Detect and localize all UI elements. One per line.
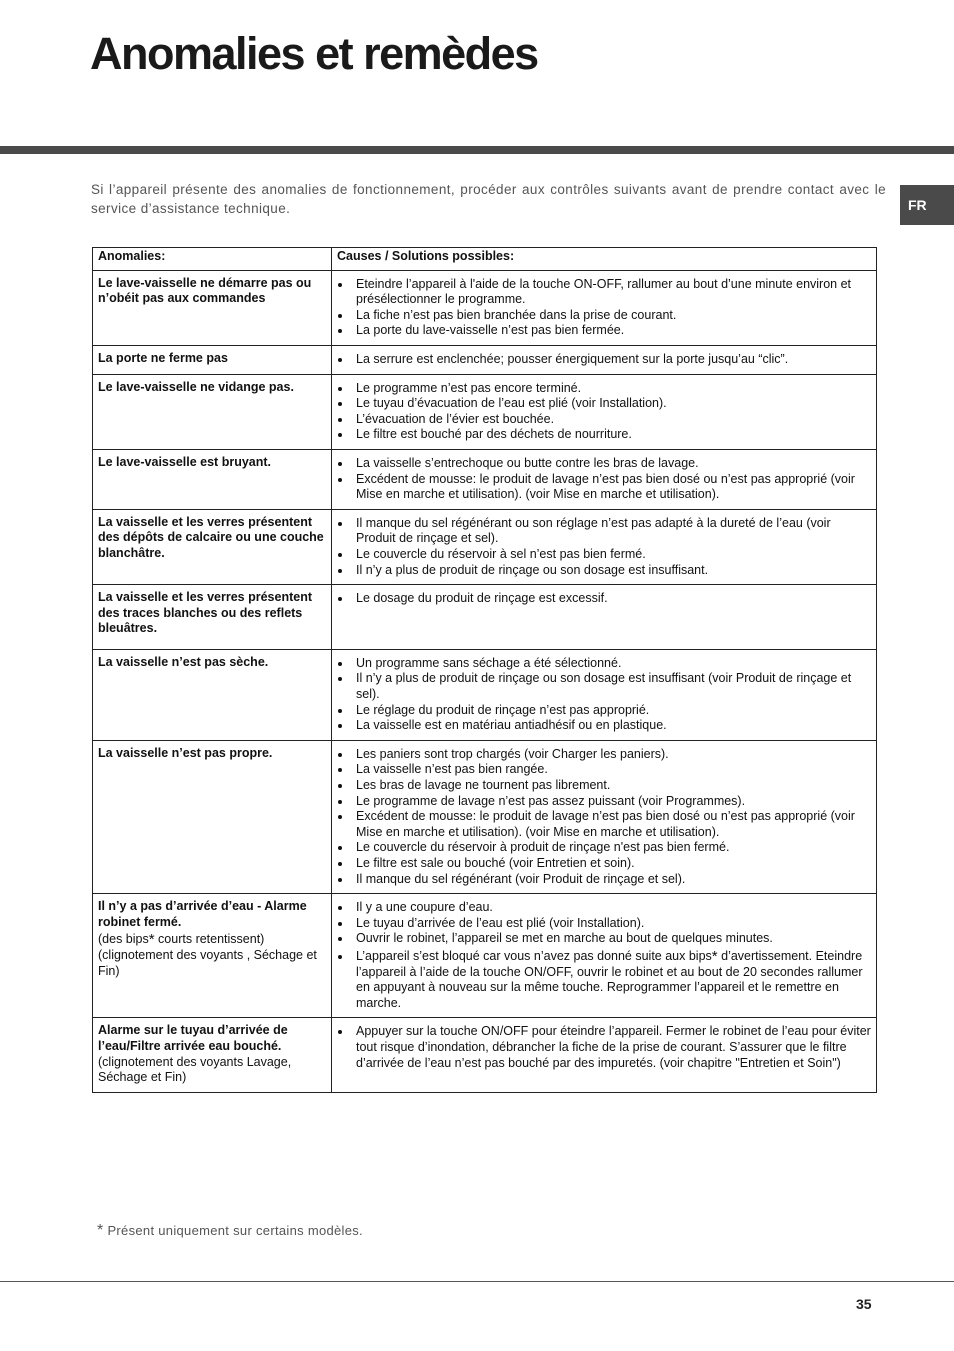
causes-cell <box>332 649 877 740</box>
anomaly-cell <box>93 345 332 374</box>
header-causes: Causes / Solutions possibles: <box>332 248 877 271</box>
footnote-marker: * <box>97 1222 104 1239</box>
cause-item: • La serrure est enclenchée; pousser énergiquement sur la porte jusqu’au “clic”. <box>352 352 871 368</box>
cause-item: • Le filtre est sale ou bouché (voir Entretien et soin). <box>352 856 871 872</box>
anomaly-cell <box>93 585 332 650</box>
anomaly-label: La vaisselle et les verres présentent des traces blanches ou des reflets bleuâtres. <box>98 590 313 636</box>
table-row <box>93 345 877 374</box>
causes-cell <box>332 509 877 584</box>
causes-cell <box>332 585 877 650</box>
anomaly-cell <box>93 449 332 509</box>
cause-item: • La vaisselle est en matériau antiadhésif ou en plastique. <box>352 718 871 734</box>
cause-item: • Le tuyau d’évacuation de l’eau est plié (voir Installation). <box>352 396 871 412</box>
header-anomalies: Anomalies: <box>93 248 332 271</box>
causes-cell <box>332 270 877 345</box>
anomaly-note-part: courts retentissent) (clignotement des voyants , Séchage et Fin) <box>98 932 317 978</box>
cause-item: • Eteindre l’appareil à l'aide de la touche ON-OFF, rallumer au bout d’une minute environ et présélectionner le programme. <box>352 277 871 308</box>
page-title: Anomalies et remèdes <box>90 28 538 79</box>
table-row <box>93 270 877 345</box>
cause-item: • Le programme n’est pas encore terminé. <box>352 381 871 397</box>
causes-cell <box>332 449 877 509</box>
table-row <box>93 649 877 740</box>
table-row <box>93 509 877 584</box>
anomaly-label: Le lave-vaisselle ne vidange pas. <box>98 379 294 394</box>
table-row <box>93 585 877 650</box>
cause-item: • Appuyer sur la touche ON/OFF pour éteindre l’appareil. Fermer le robinet de l’eau pour éviter tout risque d’inondation, débrancher la fiche de la prise de courant. S’assurer que le filtre d’arrivée de l’eau n’est pas bouché par des impuretés. (voir chapitre "Entretien et Soin") <box>352 1024 871 1071</box>
anomaly-note-part: (des bips <box>98 932 149 947</box>
header-rule <box>0 146 954 154</box>
cause-item <box>352 949 871 1011</box>
anomaly-cell <box>93 1018 332 1092</box>
anomaly-label: Le lave-vaisselle est bruyant. <box>98 454 272 469</box>
causes-list <box>337 277 871 339</box>
cause-item: • Ouvrir le robinet, l’appareil se met en marche au bout de quelques minutes. <box>352 931 871 947</box>
causes-list <box>337 456 871 503</box>
cause-item: • La vaisselle s’entrechoque ou butte contre les bras de lavage. <box>352 456 871 472</box>
table-row <box>93 374 877 449</box>
cause-item: • Il manque du sel régénérant (voir Produit de rinçage et sel). <box>352 872 871 888</box>
footnote-marker: * <box>711 947 718 965</box>
anomaly-label: Le lave-vaisselle ne démarre pas ou n’obéit pas aux commandes <box>98 275 312 306</box>
anomaly-note <box>98 932 326 979</box>
cause-item: • Le tuyau d’arrivée de l’eau est plié (voir Installation). <box>352 916 871 932</box>
table-row <box>93 740 877 893</box>
causes-list <box>337 516 871 578</box>
cause-item: • Excédent de mousse: le produit de lavage n’est pas bien dosé ou n’est pas approprié (voir Mise en marche et utilisation). (voir Mise en marche et utilisation). <box>352 809 871 840</box>
anomaly-cell <box>93 374 332 449</box>
intro-paragraph: Si l’appareil présente des anomalies de fonctionnement, procéder aux contrôles suivants avant de prendre contact avec le service d’assistance technique. <box>91 182 886 216</box>
cause-item: • Excédent de mousse: le produit de lavage n’est pas bien dosé ou n’est pas approprié (voir Mise en marche et utilisation). (voir Mise en marche et utilisation). <box>352 472 871 503</box>
cause-item: • Le réglage du produit de rinçage n’est pas approprié. <box>352 703 871 719</box>
causes-list <box>337 747 871 887</box>
cause-item: • Le programme de lavage n’est pas assez puissant (voir Programmes). <box>352 794 871 810</box>
cause-text: d’avertissement. Eteindre l’appareil à l’aide de la touche ON/OFF, ouvrir le robinet et au bout de 20 secondes rallumer en appuyant à nouveau sur la même touche. Reprogrammer l’appareil et le remettre en marche. <box>356 948 863 1010</box>
causes-cell <box>332 740 877 893</box>
troubleshooting-table <box>92 247 877 1093</box>
anomaly-label: Il n’y a pas d’arrivée d’eau - Alarme robinet fermé. <box>98 899 307 929</box>
anomaly-label: La porte ne ferme pas <box>98 350 228 365</box>
cause-item: • Le filtre est bouché par des déchets de nourriture. <box>352 427 871 443</box>
anomaly-cell <box>93 270 332 345</box>
table-row <box>93 449 877 509</box>
anomaly-label: La vaisselle n’est pas sèche. <box>98 654 269 669</box>
causes-list <box>337 381 871 443</box>
causes-cell <box>332 374 877 449</box>
cause-item: • Il n’y a plus de produit de rinçage ou son dosage est insuffisant (voir Produit de rinçage et sel). <box>352 671 871 702</box>
page-number: 35 <box>856 1296 872 1312</box>
table-body <box>93 270 877 1092</box>
cause-item: • Il y a une coupure d’eau. <box>352 900 871 916</box>
anomaly-label: La vaisselle et les verres présentent des dépôts de calcaire ou une couche blanchâtre. <box>98 514 324 560</box>
cause-item: • Le couvercle du réservoir à produit de rinçage n'est pas bien fermé. <box>352 840 871 856</box>
anomaly-label: La vaisselle n’est pas propre. <box>98 745 273 760</box>
anomaly-cell <box>93 740 332 893</box>
causes-cell <box>332 1018 877 1092</box>
causes-list <box>337 656 871 734</box>
causes-cell <box>332 345 877 374</box>
table-row <box>93 1018 877 1092</box>
cause-text: L’appareil s’est bloqué car vous n’avez pas donné suite aux bips <box>356 948 712 963</box>
anomaly-cell <box>93 894 332 1018</box>
anomaly-note: (clignotement des voyants Lavage, Séchage et Fin) <box>98 1054 292 1085</box>
table-row <box>93 894 877 1018</box>
cause-item: • Le dosage du produit de rinçage est excessif. <box>352 591 871 607</box>
cause-item: • Il manque du sel régénérant ou son réglage n’est pas adapté à la dureté de l’eau (voir Produit de rinçage et sel). <box>352 516 871 547</box>
cause-item: • Un programme sans séchage a été sélectionné. <box>352 656 871 672</box>
anomaly-cell <box>93 649 332 740</box>
anomaly-cell <box>93 509 332 584</box>
table-header-row <box>93 248 877 271</box>
causes-list <box>337 352 871 368</box>
language-tab: FR <box>900 185 954 225</box>
cause-item: • La fiche n’est pas bien branchée dans la prise de courant. <box>352 308 871 324</box>
anomaly-label: Alarme sur le tuyau d’arrivée de l’eau/Filtre arrivée eau bouché. <box>98 1023 288 1053</box>
cause-item: • Le couvercle du réservoir à sel n’est pas bien fermé. <box>352 547 871 563</box>
cause-item: • L’évacuation de l’évier est bouchée. <box>352 412 871 428</box>
footnote <box>97 1222 363 1240</box>
cause-item: • Il n’y a plus de produit de rinçage ou son dosage est insuffisant. <box>352 563 871 579</box>
cause-item: • La vaisselle n’est pas bien rangée. <box>352 762 871 778</box>
footnote-text: Présent uniquement sur certains modèles. <box>107 1223 363 1238</box>
footnote-marker: * <box>148 931 155 949</box>
causes-cell <box>332 894 877 1018</box>
cause-item: • Les paniers sont trop chargés (voir Charger les paniers). <box>352 747 871 763</box>
footer-rule <box>0 1281 954 1282</box>
cause-item: • Les bras de lavage ne tournent pas librement. <box>352 778 871 794</box>
causes-list <box>337 900 871 1011</box>
causes-list <box>337 591 871 607</box>
cause-item: • La porte du lave-vaisselle n’est pas bien fermée. <box>352 323 871 339</box>
causes-list <box>337 1024 871 1071</box>
